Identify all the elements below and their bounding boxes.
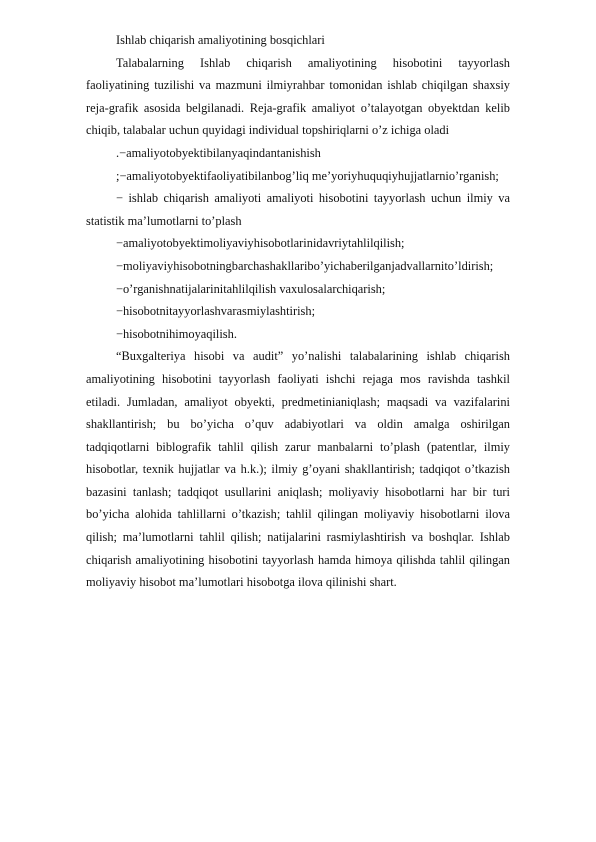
task-item-3: − ishlab chiqarish amaliyoti amaliyoti hisobotini tayyorlash uchun ilmiy va statistik ma’lumotlarni to’plash	[86, 191, 510, 228]
task-item-5: −moliyaviyhisobotningbarchashakllaribo’yichaberilganjadvallarnito’ldirish;	[116, 258, 494, 273]
section-heading: Ishlab chiqarish amaliyotining bosqichlari	[116, 33, 325, 47]
task-item-1: .−amaliyotobyektibilanyaqindantanishish	[116, 145, 321, 160]
document-page	[86, 29, 510, 594]
task-item-6: −o’rganishnatijalarinitahlilqilish vaxulosalarchiqarish;	[116, 281, 386, 296]
task-item-8: −hisobotnihimoyaqilish.	[116, 326, 237, 341]
task-item-4: −amaliyotobyektimoliyaviyhisobotlarinidavriytahlilqilish;	[116, 236, 405, 251]
task-item-7: −hisobotnitayyorlashvarasmiylashtirish;	[116, 304, 316, 319]
task-item-2: ;−amaliyotobyektifaoliyatibilanbog’liq me’yoriyhuquqiyhujjatlarnio’rganish;	[116, 168, 499, 183]
main-paragraph: “Buxgalteriya hisobi va audit” yo’nalishi talabalarining ishlab chiqarish amaliyotining hisobotini tayyorlash faoliyati ishchi rejaga mos ravishda tashkil etiladi. Jumladan, amaliyot obyekti, predmetinianiqlash; maqsadi va vazifalarini shakllantirish; bu bo’yicha o’quv adabiyotlari va oldin amalga oshirilgan tadqiqotlarni biblografik tahlil qilish zarur manbalarni to’plash (patentlar, ilmiy hisobotlar, texnik hujjatlar va h.k.); ilmiy g’oyani shakllantirish; tadqiqot o’tkazish bazasini tanlash; tadqiqot usullarini aniqlash; moliyaviy hisobotlarni har bir turi bo’yicha alohida tahlillarni o’tkazish; tahlil qilingan moliyaviy hisobotlarni ilova qilish; ma’lumotlarni tahlil qilish; natijalarini rasmiylashtirish va boshqlar. Ishlab chiqarish amaliyotining hisobotini tayyorlash hamda himoya qilishda tahlil qilingan moliyaviy hisobot ma’lumotlari hisobotga ilova qilinishi shart.	[86, 349, 510, 590]
intro-paragraph: Talabalarning Ishlab chiqarish amaliyotining hisobotini tayyorlash faoliyatining tuzilishi va mazmuni ilmiyrahbar tomonidan ishlab chiqilgan shaxsiy reja-grafik asosida belgilanadi. Reja-grafik amaliyot o’talayotgan obyektdan kelib chiqib, talabalar uchun quyidagi individual topshiriqlarni o’z ichiga oladi	[86, 55, 510, 138]
